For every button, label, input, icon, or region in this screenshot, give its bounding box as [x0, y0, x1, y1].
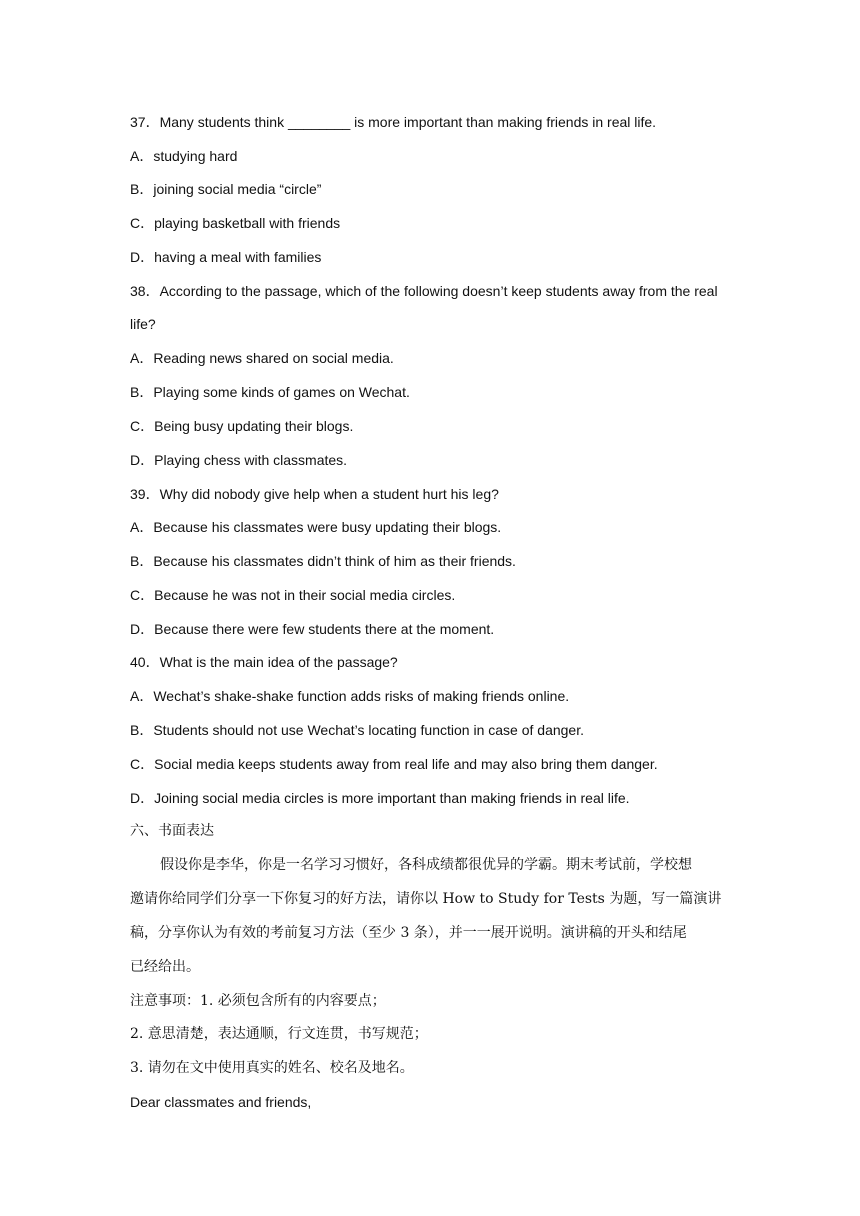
- writing-section-title: 六、书面表达: [130, 823, 214, 839]
- question-39-option-c: C．Because he was not in their social media circles.: [130, 587, 456, 603]
- question-40-stem: 40．What is the main idea of the passage?: [130, 654, 398, 670]
- question-38-stem-line1: 38．According to the passage, which of the following doesn’t keep students away from the real: [130, 283, 718, 299]
- question-37-option-d: D．having a meal with families: [130, 249, 322, 265]
- question-38-stem-line2: life?: [130, 316, 156, 332]
- question-39-option-d: D．Because there were few students there at the moment.: [130, 621, 495, 637]
- writing-prompt-line-4: 已经给出。: [130, 959, 200, 975]
- writing-salutation: Dear classmates and friends,: [130, 1094, 312, 1110]
- writing-note-3: 3. 请勿在文中使用真实的姓名、校名及地名。: [130, 1060, 414, 1076]
- writing-prompt-line-3: 稿，分享你认为有效的考前复习方法（至少 3 条），并一一展开说明。演讲稿的开头和结尾: [130, 925, 687, 941]
- question-40-option-d: D．Joining social media circles is more important than making friends in real life.: [130, 790, 630, 806]
- writing-prompt-line-2: 邀请你给同学们分享一下你复习的好方法，请你以 How to Study for Tests 为题，写一篇演讲: [130, 891, 722, 907]
- question-38-option-a: A．Reading news shared on social media.: [130, 350, 394, 366]
- question-40-option-c: C．Social media keeps students away from real life and may also bring them danger.: [130, 756, 658, 772]
- question-38-option-c: C．Being busy updating their blogs.: [130, 418, 354, 434]
- question-39-stem: 39．Why did nobody give help when a student hurt his leg?: [130, 486, 499, 502]
- question-37-stem: 37．Many students think ________ is more important than making friends in real life.: [130, 114, 657, 130]
- question-38-option-b: B．Playing some kinds of games on Wechat.: [130, 384, 410, 400]
- question-39-option-b: B．Because his classmates didn’t think of him as their friends.: [130, 553, 516, 569]
- question-37-option-a: A．studying hard: [130, 148, 238, 164]
- writing-prompt-line-1: 假设你是李华，你是一名学习习惯好，各科成绩都很优异的学霸。期末考试前，学校想: [160, 857, 692, 873]
- question-37-option-b: B．joining social media “circle”: [130, 181, 322, 197]
- question-39-option-a: A．Because his classmates were busy updating their blogs.: [130, 519, 502, 535]
- question-40-option-a: A．Wechat’s shake-shake function adds risks of making friends online.: [130, 688, 570, 704]
- writing-note-2: 2. 意思清楚，表达通顺，行文连贯，书写规范；: [130, 1026, 428, 1042]
- question-37-option-c: C．playing basketball with friends: [130, 215, 341, 231]
- question-38-option-d: D．Playing chess with classmates.: [130, 452, 348, 468]
- question-40-option-b: B．Students should not use Wechat’s locating function in case of danger.: [130, 722, 584, 738]
- writing-note-1: 注意事项：1. 必须包含所有的内容要点；: [130, 993, 386, 1009]
